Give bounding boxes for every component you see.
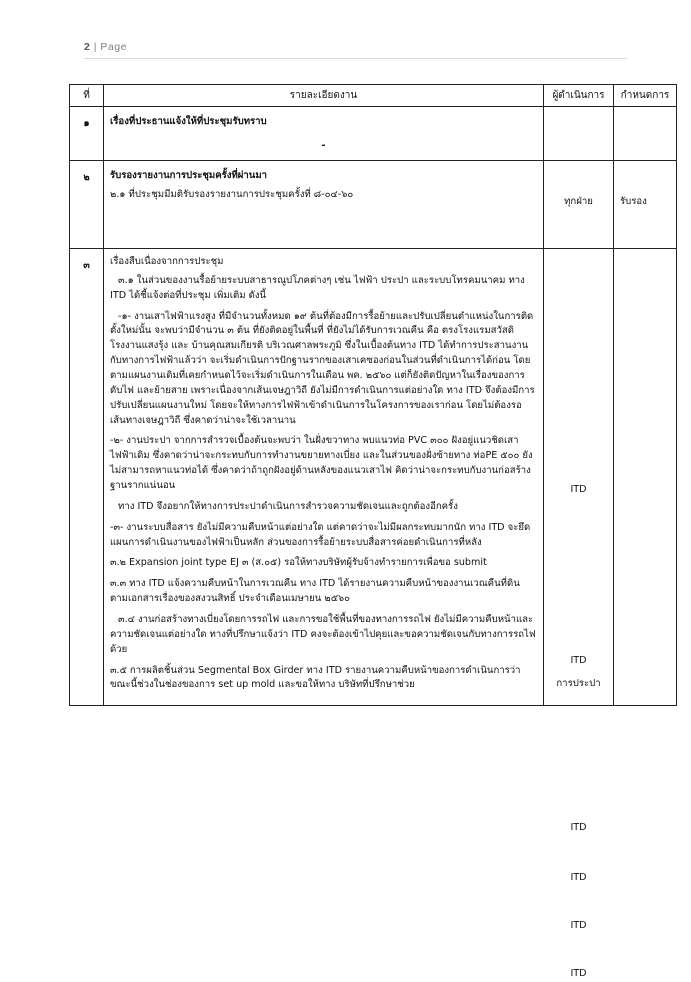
row-details	[104, 161, 544, 249]
resp-water-2: การประปา	[556, 678, 601, 689]
header-rule	[84, 58, 627, 59]
table-row	[70, 107, 677, 161]
table-header-row	[70, 85, 677, 107]
header-no: ที่	[70, 85, 104, 107]
table-row	[70, 249, 677, 706]
row-number: ๒	[70, 161, 104, 249]
resp-3-4: ITD	[570, 920, 587, 931]
resp-3-3: ITD	[570, 872, 587, 883]
row-responsible	[544, 107, 614, 161]
row-due	[614, 107, 677, 161]
header-due: กำหนดการ	[614, 85, 677, 107]
resolution-line: ๒.๑ ที่ประชุมมีมติรับรองรายงานการประชุมครั้งที่ ๘-๐๔-๖๐	[110, 188, 354, 200]
page-label: Page	[100, 41, 127, 53]
row-number: ๓	[70, 249, 104, 706]
item-water: -๒- งานประปา จากการสำรวจเบื้องต้นจะพบว่า ในฝั่งขวาทาง พบแนวท่อ PVC ๓๐๐ ฝังอยู่แนวชิดเสาไฟฟ้าเดิม ซึ่งคาดว่าน่าจะกระทบกับการทำงานขยายทางเบี่ยง และในส่วนของฝั่งซ้ายทาง ท่อPE ๕๐๐ ยังไม่สามารถหาแนวท่อได้ ซึ่งคาดว่าถ้าถูกฝังอยู่ด้านหลังของแนวเสาไฟ คิดว่าน่าจะกระทบกับงานก่อสร้างฐานรากแน่นอน	[110, 435, 533, 492]
empty-dash: -	[321, 139, 326, 151]
item-3-2: ๓.๒ Expansion joint type EJ ๓ (ส.๐๕) รอให้ทางบริษัทผู้รับจ้างทำรายการเพื่อขอ submit	[110, 557, 487, 569]
header-responsible: ผู้ดำเนินการ	[544, 85, 614, 107]
item-water-note: ทาง ITD จึงอยากให้ทางการประปาดำเนินการสำรวจความชัดเจนและถูกต้องอีกครั้ง	[118, 500, 458, 512]
section-title: เรื่องสืบเนื่องจากการประชุม	[110, 256, 224, 267]
resp-3-2: ITD	[570, 822, 587, 833]
row-responsible: ทุกฝ่าย	[544, 161, 614, 249]
row-details	[104, 107, 544, 161]
page-header	[84, 41, 127, 53]
row-number: ๑	[70, 107, 104, 161]
header-details: รายละเอียดงาน	[104, 85, 544, 107]
row-due	[614, 249, 677, 706]
item-telecom: -๓- งานระบบสื่อสาร ยังไม่มีความคืบหน้าแต่อย่างใด แต่คาดว่าจะไม่มีผลกระทบมากนัก ทาง ITD จะยึดแผนการดำเนินงานของไฟฟ้าเป็นหลัก ส่วนของการรื้อย้ายระบบสื่อสารค่อยดำเนินการที่หลัง	[110, 521, 531, 548]
resp-3-5: ITD	[570, 968, 587, 979]
page-number: 2	[84, 41, 91, 53]
row-due: รับรอง	[614, 161, 677, 249]
resp-electric: ITD	[570, 484, 587, 495]
item-3-5: ๓.๕ การผลิตชิ้นส่วน Segmental Box Girder ทาง ITD รายงานความคืบหน้าของการดำเนินการว่า ขณะนี้ช่วงในช่องของการ set up mold และขอให้ทาง บริษัทที่ปรึกษาช่วย	[110, 664, 521, 691]
resp-water-1: ITD	[570, 655, 587, 666]
page-separator: |	[90, 41, 101, 53]
item-electric: -๑- งานเสาไฟฟ้าแรงสูง ที่มีจำนวนทั้งหมด ๑๙ ต้นที่ต้องมีการรื้อย้ายและปรับเปลี่ยนตำแหน่งในการติดตั้งใหม่นั้น จะพบว่ามีจำนวน ๓ ต้น ที่ยังติดอยู่ในพื้นที่ ที่ยังไม่ได้รับการเวณคืน คือ ตรงโรงแรมสวัสดิ โรงงานแสงรุ้ง และ บ้านคุณสมเกียรติ บริเวณศาลพระภูมิ ซึ่งในเบื้องต้นทาง ITD ได้ทำการประสานงานกับทางการไฟฟ้าแล้วว่า จะเริ่มดำเนินการปักฐานรากของเสาเคซองก่อนในส่วนที่ดำเนินการได้ก่อน โดยตามแผนงานเดิมที่เคยกำหนดไว้จะเริ่มดำเนินการในเดือน พค. ๒๕๖๐ แต่ก็ยังติดปัญหาในเรื่องของการดับไฟ และย้ายสาย เพราะเนื่องจากเส้นเจษฎาวิถี ยังไม่มีการดำเนินการแต่อย่างใด ทาง ITD จึงต้องมีการปรับเปลี่ยนแผนงานใหม่ โดยจะให้ทางการไฟฟ้าเข้าดำเนินการในโครงการของเราก่อน โดยไม่ต้องรอเส้นทางเจษฎาวิถี ซึ่งคาดว่าน่าจะใช้เวลานาน	[110, 310, 535, 426]
item-3-3: ๓.๓ ทาง ITD แจ้งความคืบหน้าในการเวณคืน ทาง ITD ได้รายงานความคืบหน้าของงานเวณคืนที่ดิน ตามเอกสารเรื่องของสงวนสิทธิ์ ประจำเดือนเมษายน ๒๕๖๐	[110, 578, 520, 605]
row-details	[104, 249, 544, 706]
agenda-table	[69, 84, 677, 979]
section-title: เรื่องที่ประธานแจ้งให้ที่ประชุมรับทราบ	[110, 116, 267, 127]
item-3-1: ๓.๑ ในส่วนของงานรื้อย้ายระบบสาธารณูปโภคต่างๆ เช่น ไฟฟ้า ประปา และระบบโทรคมนาคม ทาง ITD ได้ชี้แจ้งต่อที่ประชุม เพิ่มเติม ดังนี้	[110, 274, 525, 301]
row-responsible	[544, 249, 614, 979]
item-3-4: ๓.๔ งานก่อสร้างทางเบี่ยงโดยการรถไฟ และการขอใช้พื้นที่ของทางการรถไฟ ยังไม่มีความคืบหน้าและความชัดเจนแต่อย่างใด ทางที่ปรึกษาแจ้งว่า ITD คงจะต้องเข้าไปคุยและขอความชัดเจนกับทางการรถไฟด้วย	[110, 614, 536, 655]
table-row	[70, 161, 677, 249]
section-title: รับรองรายงานการประชุมครั้งที่ผ่านมา	[110, 170, 268, 181]
